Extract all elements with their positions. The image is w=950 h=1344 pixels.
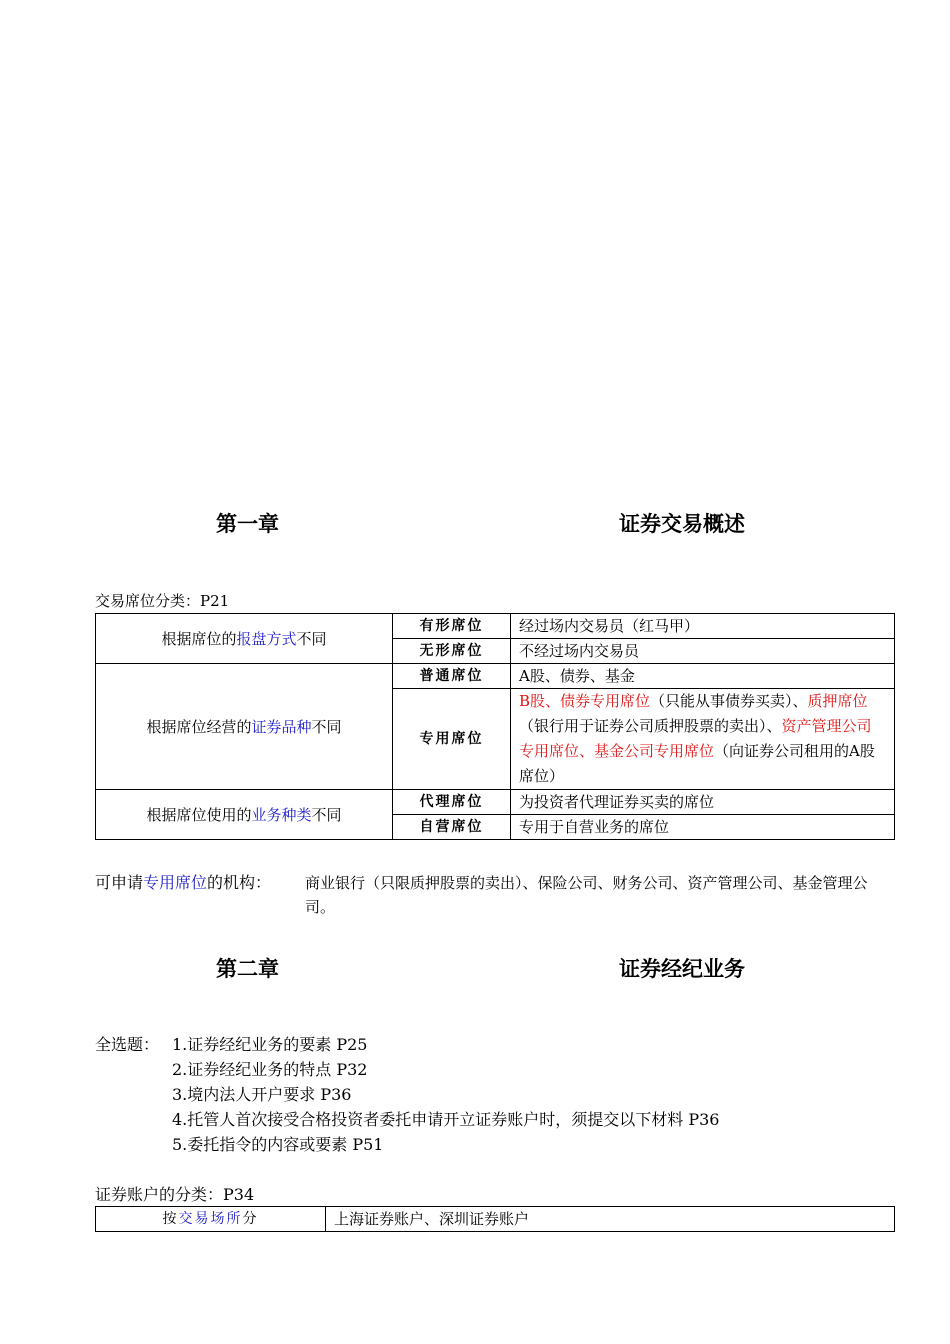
seat-type-cell: 专用席位	[393, 689, 511, 790]
special-seat-desc	[511, 689, 895, 790]
special-red-3: 资产管理公司专用席位、基金公司专用席位	[519, 717, 872, 760]
special-black-3: （向证券公司租用的A股席位）	[519, 742, 875, 785]
seat-desc-cell: A股、债券、基金	[511, 664, 895, 689]
apply-lead-prefix: 可申请	[95, 873, 144, 892]
seat-desc-cell: 专用于自营业务的席位	[511, 815, 895, 840]
seat-desc-cell: 不经过场内交易员	[511, 639, 895, 664]
question-item: 2.证券经纪业务的特点 P32	[172, 1060, 368, 1079]
group1-suffix: 不同	[296, 629, 327, 648]
chapter1-title: 证券交易概述	[619, 512, 745, 536]
seat-type-cell: 普通席位	[393, 664, 511, 689]
seat-type-cell: 无形席位	[393, 639, 511, 664]
account-table	[95, 1206, 895, 1232]
group2-prefix: 根据席位经营的	[146, 717, 252, 736]
apply-lead	[95, 871, 271, 895]
seat-type-cell: 自营席位	[393, 815, 511, 840]
question-item: 1.证券经纪业务的要素 P25	[172, 1035, 368, 1054]
group1-prefix: 根据席位的	[161, 629, 237, 648]
seat-table	[95, 613, 895, 840]
group3-highlight: 业务种类	[251, 805, 312, 824]
account-category-cell	[96, 1207, 326, 1232]
special-black-2: （银行用于证券公司质押股票的卖出）、	[519, 717, 782, 735]
question-item: 5.委托指令的内容或要素 P51	[172, 1135, 384, 1154]
seat-desc-cell: 经过场内交易员（红马甲）	[511, 614, 895, 639]
account-cat-highlight: 交易场所	[178, 1211, 243, 1227]
seat-type-cell: 有形席位	[393, 614, 511, 639]
account-cat-prefix: 按	[162, 1211, 179, 1227]
chapter2-title: 证券经纪业务	[619, 957, 745, 981]
group3-suffix: 不同	[311, 805, 342, 824]
group-business-type	[96, 790, 393, 840]
group2-highlight: 证券品种	[251, 717, 312, 736]
special-red-2: 质押席位	[807, 692, 868, 710]
apply-lead-suffix: 的机构：	[207, 873, 272, 892]
chapter2-number: 第二章	[216, 957, 279, 981]
group-report-method	[96, 614, 393, 664]
apply-lead-highlight: 专用席位	[143, 873, 208, 892]
group3-prefix: 根据席位使用的	[146, 805, 252, 824]
account-section-heading: 证券账户的分类：P34	[95, 1185, 255, 1204]
special-black-1: （只能从事债券买卖）、	[650, 692, 808, 710]
account-desc-cell: 上海证券账户、深圳证券账户	[326, 1207, 895, 1232]
group2-suffix: 不同	[311, 717, 342, 736]
seat-type-cell: 代理席位	[393, 790, 511, 815]
chapter1-number: 第一章	[216, 512, 279, 536]
group1-highlight: 报盘方式	[236, 629, 297, 648]
seat-desc-cell: 为投资者代理证券买卖的席位	[511, 790, 895, 815]
question-item: 3.境内法人开户要求 P36	[172, 1085, 352, 1104]
group-security-type	[96, 664, 393, 790]
account-cat-suffix: 分	[242, 1211, 259, 1227]
special-red-1: B股、债券专用席位	[519, 692, 651, 710]
questions-lead: 全选题：	[95, 1035, 160, 1054]
question-item: 4.托管人首次接受合格投资者委托申请开立证券账户时，须提交以下材料 P36	[172, 1110, 720, 1129]
special-seat-institutions	[95, 871, 895, 919]
seat-section-heading: 交易席位分类：P21	[95, 592, 230, 610]
apply-body: 商业银行（只限质押股票的卖出）、保险公司、财务公司、资产管理公司、基金管理公司。	[305, 874, 868, 916]
